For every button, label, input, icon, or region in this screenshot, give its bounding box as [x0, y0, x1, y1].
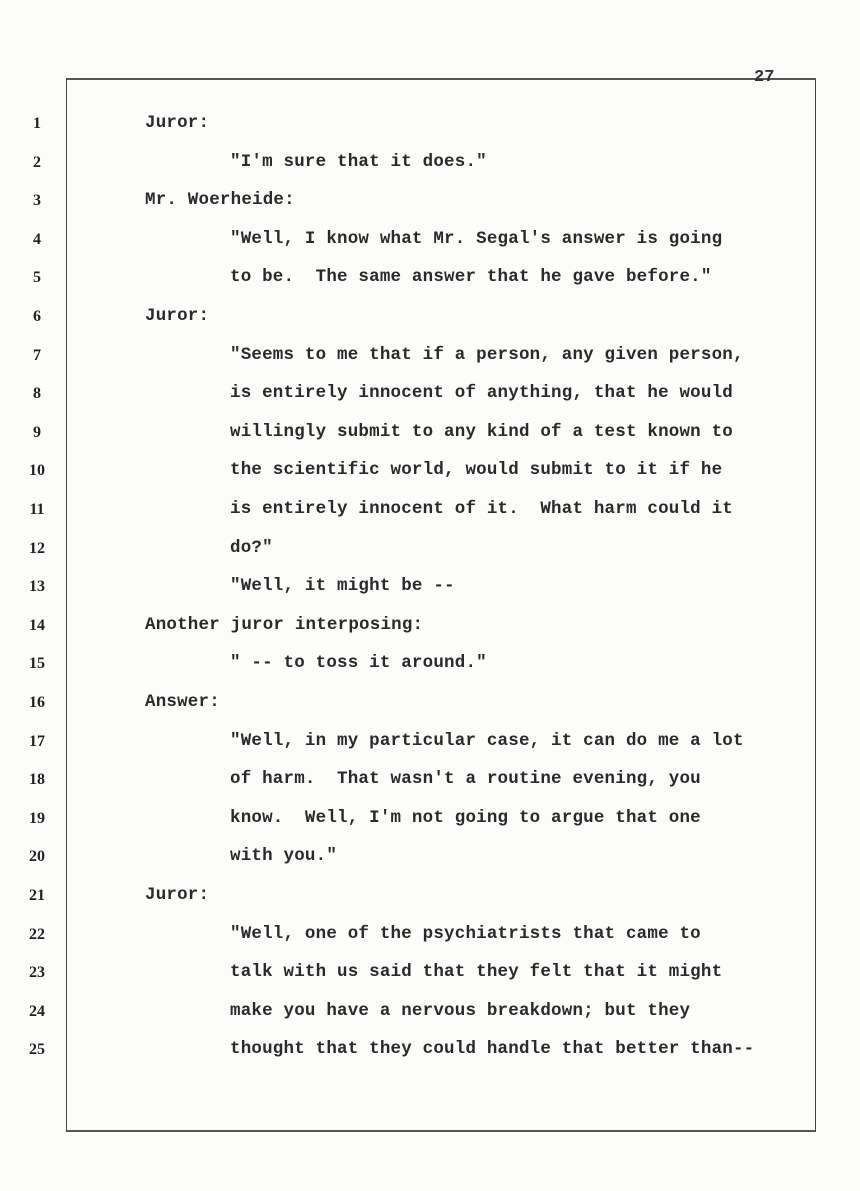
transcript-line: talk with us said that they felt that it might — [230, 962, 723, 983]
transcript-line: the scientific world, would submit to it if he — [230, 460, 723, 481]
speaker-label: Answer: — [145, 692, 220, 712]
line-number: 25 — [29, 1041, 45, 1059]
transcript-line: willingly submit to any kind of a test known to — [230, 421, 733, 442]
speaker-label: Juror: — [145, 113, 210, 133]
line-number: 23 — [29, 964, 45, 982]
line-number: 6 — [33, 308, 41, 325]
speaker-label: Another juror interposing: — [145, 614, 424, 635]
transcript-line: thought that they could handle that better than-- — [230, 1039, 755, 1060]
line-number: 12 — [29, 539, 45, 557]
line-number: 20 — [29, 848, 45, 866]
transcript-line: "Seems to me that if a person, any given person, — [230, 344, 744, 365]
line-number: 11 — [29, 501, 45, 518]
transcript-line: " -- to toss it around." — [230, 653, 487, 674]
transcript-line: "I'm sure that it does." — [230, 151, 487, 172]
line-number: 21 — [29, 887, 45, 904]
transcript-line: "Well, it might be -- — [230, 576, 455, 597]
line-number: 4 — [33, 230, 41, 248]
speaker-label: Juror: — [145, 885, 210, 905]
line-number: 14 — [29, 616, 45, 634]
transcript-line: do?" — [230, 537, 273, 558]
transcript-line: "Well, I know what Mr. Segal's answer is going — [230, 228, 723, 249]
line-number: 1 — [33, 115, 41, 132]
transcript-line: with you." — [230, 846, 338, 867]
transcript-line: of harm. That wasn't a routine evening, you — [230, 769, 701, 790]
line-number: 22 — [29, 925, 45, 943]
line-number: 8 — [33, 385, 41, 403]
line-number: 16 — [29, 694, 45, 711]
page-number: 27 — [754, 68, 775, 87]
speaker-label: Mr. Woerheide: — [145, 190, 295, 211]
transcript-line: is entirely innocent of anything, that he would — [230, 383, 733, 404]
transcript-line: know. Well, I'm not going to argue that one — [230, 807, 701, 828]
line-number: 18 — [29, 771, 45, 789]
line-number: 7 — [33, 346, 41, 364]
line-number: 24 — [29, 1002, 45, 1020]
line-number: 10 — [29, 462, 45, 480]
line-number: 15 — [29, 655, 45, 673]
line-number: 5 — [33, 269, 41, 287]
transcript-line: make you have a nervous breakdown; but they — [230, 1000, 691, 1021]
line-number: 13 — [29, 578, 45, 596]
line-number: 19 — [29, 809, 45, 827]
transcript-line: to be. The same answer that he gave before." — [230, 267, 712, 288]
line-number: 9 — [33, 423, 41, 441]
transcript-line: "Well, in my particular case, it can do me a lot — [230, 730, 744, 751]
transcript-line: "Well, one of the psychiatrists that came to — [230, 923, 701, 944]
transcript-line: is entirely innocent of it. What harm could it — [230, 499, 733, 519]
line-number: 2 — [33, 153, 41, 171]
speaker-label: Juror: — [145, 306, 210, 326]
line-number: 3 — [33, 192, 41, 210]
line-number: 17 — [29, 732, 45, 750]
